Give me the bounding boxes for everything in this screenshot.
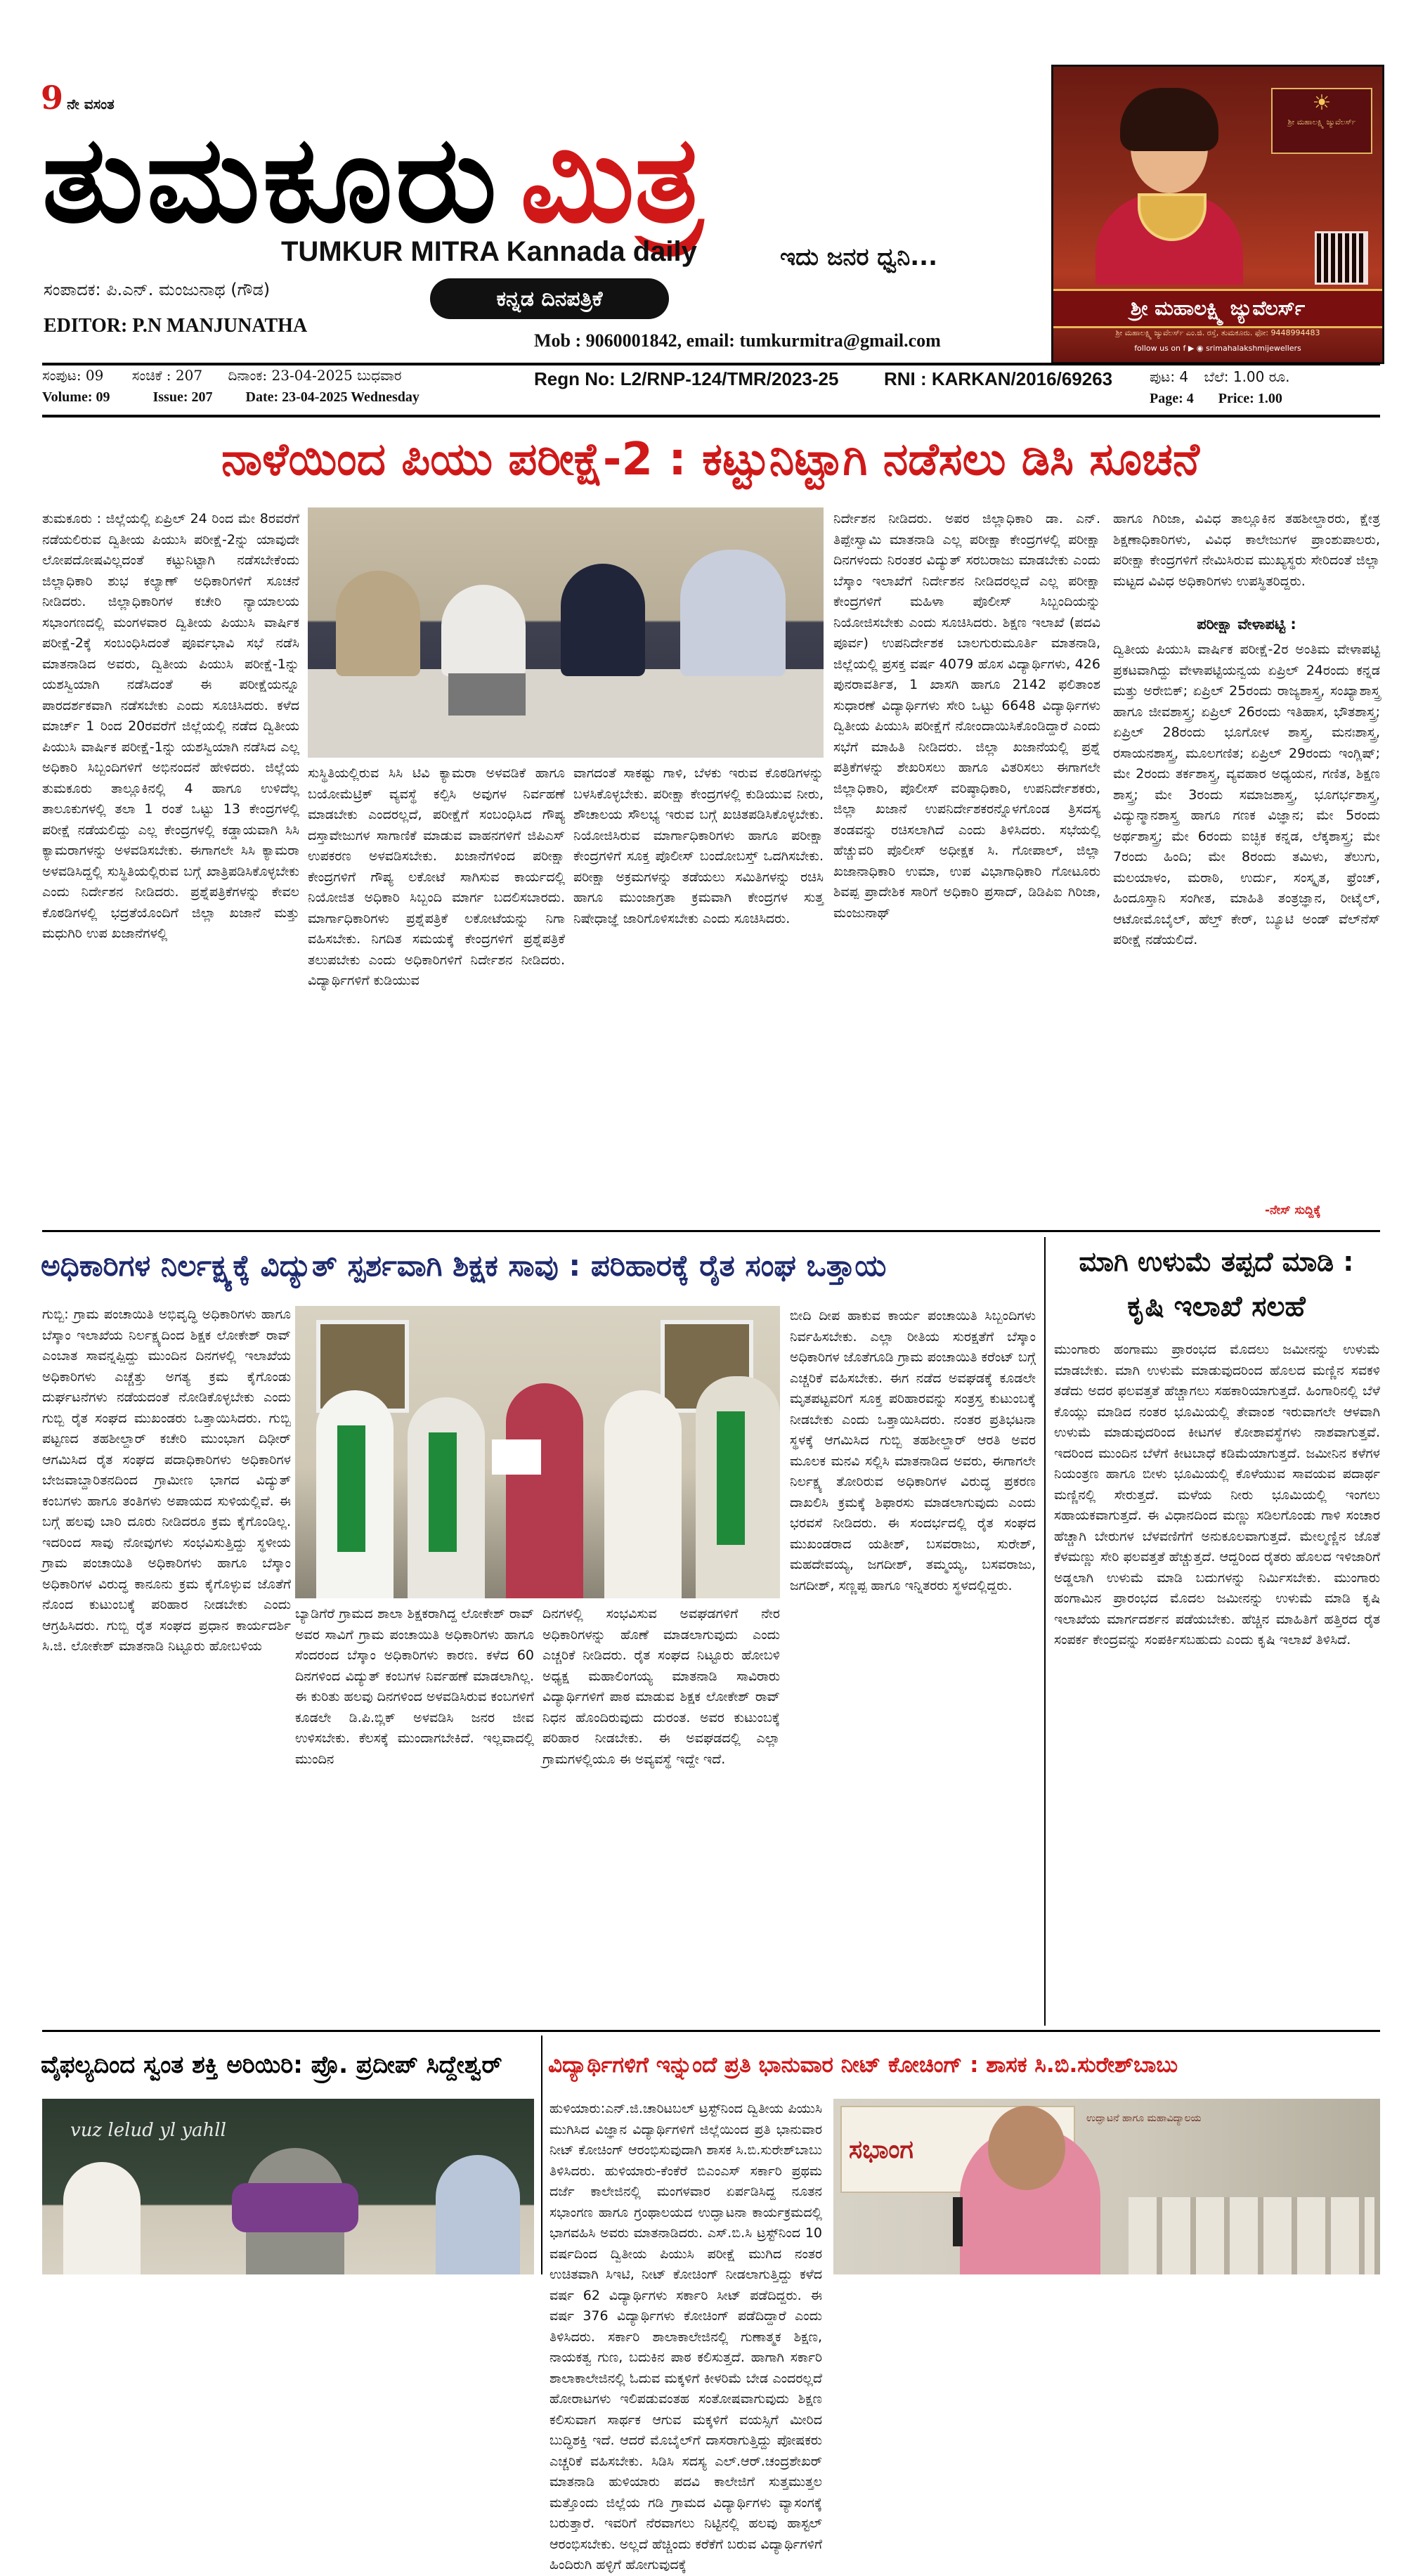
lecturer-woman [63, 2162, 141, 2274]
green-scarf-3 [717, 1411, 745, 1545]
ad-qr-code [1315, 231, 1368, 285]
official-woman [506, 1383, 583, 1598]
guest-man [436, 2155, 520, 2274]
mla-speech-photo [833, 2099, 1380, 2274]
issue-rule-top [42, 363, 1380, 365]
regn-number: Regn No: L2/RNP-124/TMR/2023-25 [534, 368, 839, 389]
contact-line: Mob : 9060001842, email: tumkurmitra@gmail.com [534, 330, 941, 351]
protest-photo [295, 1306, 780, 1598]
meeting-person-2 [441, 585, 526, 676]
ad-social-row[interactable]: follow us on f ▶ ◉ srimahalakshmijewellers [1134, 344, 1301, 353]
meeting-person-1 [336, 571, 420, 676]
memorandum-paper [492, 1439, 541, 1475]
story4-headline[interactable]: ವೈಫಲ್ಯದಿಂದ ಸ್ವಂತ ಶಕ್ತಿ ಅರಿಯಿರಿ: ಪ್ರೊ. ಪ್ರದೀಪ್ ಸಿದ್ದೇಶ್ವರ್ [41, 2051, 502, 2079]
story2-col1: ಗುಬ್ಬಿ: ಗ್ರಾಮ ಪಂಚಾಯಿತಿ ಅಭಿವೃದ್ಧಿ ಅಧಿಕಾರಿಗಳು ಹಾಗೂ ಬೆಸ್ಕಾಂ ಇಲಾಖೆಯ ನಿರ್ಲಕ್ಷ್ಯದಿಂದ ಶಿಕ್ಷಕ ಲೋಕೇಶ್ ರಾವ್ ಎಂಬಾತ ಸಾವನ್ನಪ್ಪಿದ್ದು ಮುಂದಿನ ದಿನಗಳಲ್ಲಿ ಇಲಾಖೆಯ ಅಧಿಕಾರಿಗಳು ಎಚ್ಚೆತ್ತು ಅಗತ್ಯ ಕ್ರಮ ಕೈಗೊಂಡು ದುರ್ಘಟನೆಗಳು ನಡೆಯದಂತೆ ನೋಡಿಕೊಳ್ಳಬೇಕು ಎಂದು ಗುಬ್ಬಿ ರೈತ ಸಂಘದ ಮುಖಂಡರು ಒತ್ತಾಯಿಸಿದರು. ಗುಬ್ಬಿ ಪಟ್ಟಣದ ತಹಶೀಲ್ದಾರ್ ಕಚೇರಿ ಮುಂಭಾಗ ದಿಢೀರ್ ಆಗಮಿಸಿದ ರೈತ ಸಂಘದ ಪದಾಧಿಕಾರಿಗಳು ಅಧಿಕಾರಿಗಳ ಬೇಜವಾಬ್ದಾರಿತನದಿಂದ ಗ್ರಾಮೀಣ ಭಾಗದ ವಿದ್ಯುತ್ ಕಂಬಗಳು ಹಾಗೂ ತಂತಿಗಳು ಅಪಾಯದ ಸುಳಿಯಲ್ಲಿವೆ. ಈ ಬಗ್ಗೆ ಹಲವು ಬಾರಿ ದೂರು ನೀಡಿದರೂ ಕ್ರಮ ಕೈಗೊಂಡಿಲ್ಲ. ಇದರಿಂದ ಸಾವು ನೋವುಗಳು ಸಂಭವಿಸುತ್ತಿದ್ದು ಸ್ಥಳೀಯ ಗ್ರಾಮ ಪಂಚಾಯಿತಿ ಅಧಿಕಾರಿಗಳು ಹಾಗೂ ಬೆಸ್ಕಾಂ ಅಧಿಕಾರಿಗಳ ವಿರುದ್ಧ ಕಾನೂನು ಕ್ರಮ ಕೈಗೊಳ್ಳುವ ಜೊತೆಗೆ ನೊಂದ ಕುಟುಂಬಕ್ಕೆ ಪರಿಹಾರ ನೀಡಬೇಕು ಎಂದು ಆಗ್ರಹಿಸಿದರು. ಗುಬ್ಬಿ ರೈತ ಸಂಘದ ಪ್ರಧಾನ ಕಾರ್ಯದರ್ಶಿ ಸಿ.ಜಿ. ಲೋಕೇಶ್ ಮಾತನಾಡಿ ನಿಟ್ಟೂರು ಹೋಬಳಿಯ [42, 1307, 291, 1654]
story1-col5: ಹಾಗೂ ಗಿರಿಜಾ, ವಿವಿಧ ತಾಲ್ಲೂಕಿನ ತಹಶೀಲ್ದಾರರು, ಕ್ಷೇತ್ರ ಶಿಕ್ಷಣಾಧಿಕಾರಿಗಳು, ವಿವಿಧ ಕಾಲೇಜುಗಳ ಪ್ರಾಂಶುಪಾಲರು, ಪರೀಕ್ಷಾ ಕೇಂದ್ರಗಳಿಗೆ ನೇಮಿಸಿರುವ ಮುಖ್ಯಸ್ಥರು ಸೇರಿದಂತೆ ಜಿಲ್ಲಾ ಮಟ್ಟದ ವಿವಿಧ ಅಧಿಕಾರಿಗಳು ಉಪಸ್ಥಿತರಿದ್ದರು. [1113, 511, 1380, 589]
kn-issue: ಸಂಚಿಕೆ : 207 [131, 367, 203, 384]
meeting-laptop [448, 673, 526, 716]
story1-schedule: ದ್ವಿತೀಯ ಪಿಯುಸಿ ವಾರ್ಷಿಕ ಪರೀಕ್ಷೆ-2ರ ಅಂತಿಮ ವೇಳಾಪಟ್ಟಿ ಪ್ರಕಟವಾಗಿದ್ದು ವೇಳಾಪಟ್ಟಿಯನ್ವಯ ಏಪ್ರಿಲ್ 24ರಂದು ಕನ್ನಡ ಮತ್ತು ಅರೇಬಿಕ್; ಏಪ್ರಿಲ್ 25ರಂದು ರಾಜ್ಯಶಾಸ್ತ್ರ, ಸಂಖ್ಯಾಶಾಸ್ತ್ರ ಹಾಗೂ ಜೀವಶಾಸ್ತ್ರ; ಏಪ್ರಿಲ್ 26ರಂದು ಇತಿಹಾಸ, ಭೌತಶಾಸ್ತ್ರ; ಏಪ್ರಿಲ್ 28ರಂದು ಭೂಗೋಳ ಶಾಸ್ತ್ರ, ಮನಃಶಾಸ್ತ್ರ, ರಸಾಯನಶಾಸ್ತ್ರ, ಮೂಲಗಣಿತ; ಏಪ್ರಿಲ್ 29ರಂದು ಇಂಗ್ಲಿಷ್; ಮೇ 2ರಂದು ತರ್ಕಶಾಸ್ತ್ರ, ವ್ಯವಹಾರ ಅಧ್ಯಯನ, ಗಣಿತ, ಶಿಕ್ಷಣ ಶಾಸ್ತ್ರ; ಮೇ 3ರಂದು ಸಮಾಜಶಾಸ್ತ್ರ, ಭೂಗರ್ಭಶಾಸ್ತ್ರ, ವಿದ್ಯುನ್ಮಾನಶಾಸ್ತ್ರ ಹಾಗೂ ಗಣಕ ವಿಜ್ಞಾನ; ಮೇ 5ರಂದು ಅರ್ಥಶಾಸ್ತ್ರ; ಮೇ 6ರಂದು ಐಚ್ಛಿಕ ಕನ್ನಡ, ಲೆಕ್ಕಶಾಸ್ತ್ರ; ಮೇ 7ರಂದು ಹಿಂದಿ; ಮೇ 8ರಂದು ತಮಿಳು, ತೆಲುಗು, ಮಲಯಾಳಂ, ಮರಾಠಿ, ಉರ್ದು, ಸಂಸ್ಕೃತ, ಫ್ರೆಂಚ್, ಹಿಂದೂಸ್ತಾನಿ ಸಂಗೀತ, ಮಾಹಿತಿ ತಂತ್ರಜ್ಞಾನ, ರೀಟೈಲ್, ಆಟೋಮೊಬೈಲ್, ಹೆಲ್ತ್ ಕೇರ್, ಬ್ಯೂಟಿ ಅಂಡ್ ವೆಲ್‌ನೆಸ್ ಪರೀಕ್ಷೆ ನಡೆಯಲಿದೆ. [1113, 642, 1380, 947]
green-scarf-2 [429, 1432, 457, 1552]
paper-type: ಕನ್ನಡ ದಿನಪತ್ರಿಕೆ [496, 286, 603, 311]
paper-type-badge [430, 278, 669, 319]
banner-text-2: ಉದ್ಘಾಟನೆ ಹಾಗೂ ಮಹಾವಿದ್ಯಾಲಯ [1086, 2113, 1202, 2124]
green-scarf-1 [337, 1425, 365, 1552]
story5-headline[interactable]: ವಿದ್ಯಾರ್ಥಿಗಳಿಗೆ ಇನ್ನುಂದೆ ಪ್ರತಿ ಭಾನುವಾರ ನೀಟ್ ಕೋಚಿಂಗ್ : ಶಾಸಕ ಸಿ.ಬಿ.ಸುರೇಶ್‌ಬಾಬು [548, 2052, 1178, 2078]
audience [1129, 2197, 1374, 2274]
banner-text-1: ಸಭಾಂಗ [849, 2135, 913, 2164]
kn-date: ದಿನಾಂಕ: 23-04-2025 ಬುಧವಾರ [228, 367, 402, 384]
story3-headline-line1[interactable]: ಮಾಗಿ ಉಳುಮೆ ತಪ್ಪದೆ ಮಾಡಿ : [1079, 1246, 1354, 1277]
story3-headline-line2[interactable]: ಕೃಷಿ ಇಲಾಖೆ ಸಲಹೆ [1127, 1290, 1306, 1323]
story1-col3-below: ವಾಗದಂತೆ ಸಾಕಷ್ಟು ಗಾಳಿ, ಬೆಳಕು ಇರುವ ಕೊಠಡಿಗಳನ್ನು ಬಳಸಿಕೊಳ್ಳಬೇಕು. ಪರೀಕ್ಷಾ ಕೇಂದ್ರಗಳಲ್ಲಿ ಕುಡಿಯುವ ನೀರು, ಶೌಚಾಲಯ ಸೌಲಭ್ಯ ಇರುವ ಬಗ್ಗೆ ಖಚಿತಪಡಿಸಿಕೊಳ್ಳಬೇಕು. ನಿಯೋಜಿಸಿರುವ ಮಾರ್ಗಾಧಿಕಾರಿಗಳು ಹಾಗೂ ಪರೀಕ್ಷಾ ಕೇಂದ್ರಗಳಿಗೆ ಸೂಕ್ತ ಪೊಲೀಸ್ ಬಂದೋಬಸ್ತ್ ಒದಗಿಸಬೇಕು. ಪರೀಕ್ಷಾ ಅಕ್ರಮಗಳನ್ನು ತಡೆಯಲು ಸಮಿತಿಗಳನ್ನು ರಚಿಸಿ ಹಾಗೂ ಮುಂಜಾಗ್ರತಾ ಕ್ರಮವಾಗಿ ಕೇಂದ್ರಗಳ ಸುತ್ತ ನಿಷೇಧಾಜ್ಞೆ ಜಾರಿಗೊಳಿಸಬೇಕು ಎಂದು ಸೂಚಿಸಿದರು. [573, 765, 824, 926]
story2-col3-below: ದಿನಗಳಲ್ಲಿ ಸಂಭವಿಸುವ ಅವಘಡಗಳಿಗೆ ನೇರ ಅಧಿಕಾರಿಗಳನ್ನು ಹೊಣೆ ಮಾಡಲಾಗುವುದು ಎಂದು ಎಚ್ಚರಿಕೆ ನೀಡಿದರು. ರೈತ ಸಂಘದ ನಿಟ್ಟೂರು ಹೋಬಳಿ ಅಧ್ಯಕ್ಷ ಮಹಾಲಿಂಗಯ್ಯ ಮಾತನಾಡಿ ಸಾವಿರಾರು ವಿದ್ಯಾರ್ಥಿಗಳಿಗೆ ಪಾಠ ಮಾಡುವ ಶಿಕ್ಷಕ ಲೋಕೇಶ್ ರಾವ್ ನಿಧನ ಹೊಂದಿರುವುದು ದುರಂತ. ಅವರ ಕುಟುಂಬಕ್ಕೆ ಪರಿಹಾರ ನೀಡಬೇಕು. ಈ ಅವಘಡದಲ್ಲಿ ಎಲ್ಲಾ ಗ್ರಾಮಗಳಲ್ಲಿಯೂ ಈ ಅವ್ಯವಸ್ಥೆ ಇದ್ದೇ ಇದೆ. [542, 1606, 780, 1767]
story2-headline[interactable]: ಅಧಿಕಾರಿಗಳ ನಿರ್ಲಕ್ಷ್ಯಕ್ಕೆ ವಿದ್ಯುತ್ ಸ್ಪರ್ಶವಾಗಿ ಶಿಕ್ಷಕ ಸಾವು : ಪರಿಹಾರಕ್ಕೆ ರೈತ ಸಂಘ ಒತ್ತಾಯ [41, 1248, 887, 1283]
kn-price: ಬೆಲೆ: 1.00 ರೂ. [1204, 368, 1290, 385]
ad-banner [1053, 289, 1382, 328]
english-name: TUMKUR MITRA Kannada daily [281, 236, 697, 267]
sun-logo-icon: ☀ [1312, 91, 1332, 115]
edition-suffix: ನೇ ವಸಂತ [67, 96, 115, 112]
column-divider-story5 [541, 2035, 542, 2274]
ad-address: ಶ್ರೀ ಮಹಾಲಕ್ಷ್ಮಿ ಜ್ಯುವೆಲರ್ಸ್ ಎಂ.ಜಿ. ರಸ್ತೆ, ತುಮಕೂರು. ಫೋ: 9448994483 [1115, 328, 1320, 337]
page-price-english [1150, 391, 1282, 407]
en-page: Page: 4 [1150, 391, 1194, 406]
jewellery-ad[interactable] [1051, 65, 1384, 364]
shawl [232, 2183, 358, 2232]
meeting-person-3 [561, 564, 645, 676]
en-date: Date: 23-04-2025 Wednesday [245, 389, 420, 405]
story2-col2-below: ಬ್ಯಾಡಿಗೆರೆ ಗ್ರಾಮದ ಶಾಲಾ ಶಿಕ್ಷಕರಾಗಿದ್ದ ಲೋಕೇಶ್ ರಾವ್ ಅವರ ಸಾವಿಗೆ ಗ್ರಾಮ ಪಂಚಾಯಿತಿ ಅಧಿಕಾರಿಗಳು ಹಾಗೂ ಸೆಂದರಂದ ಬೆಸ್ಕಾಂ ಅಧಿಕಾರಿಗಳು ಕಾರಣ. ಕಳೆದ 60 ದಿನಗಳಿಂದ ವಿದ್ಯುತ್ ಕಂಬಗಳ ನಿರ್ವಹಣೆ ಮಾಡಲಾಗಿಲ್ಲ. ಈ ಕುರಿತು ಹಲವು ದಿನಗಳಿಂದ ಅಳವಡಿಸಿರುವ ಕಂಬಗಳಿಗೆ ಕೂಡಲೇ ಡಿ.ಪಿ.ಬ್ಲಿಕ್ ಅಳವಡಿಸಿ ಜನರ ಜೀವ ಉಳಿಸಬೇಕು. ಕೆಲಸಕ್ಕೆ ಮುಂದಾಗಬೇಕಿದೆ. ಇಲ್ಲವಾದಲ್ಲಿ ಮುಂದಿನ [295, 1606, 534, 1767]
story1-col2-below: ಸುಸ್ಥಿತಿಯಲ್ಲಿರುವ ಸಿಸಿ ಟಿವಿ ಕ್ಯಾಮರಾ ಅಳವಡಿಕೆ ಹಾಗೂ ಬಯೋಮೆಟ್ರಿಕ್ ವ್ಯವಸ್ಥೆ ಕಲ್ಪಿಸಿ ಅವುಗಳ ನಿರ್ವಹಣೆ ಮಾಡಬೇಕು ಎಂದರಲ್ಲದೆ, ಪರೀಕ್ಷೆಗೆ ಸಂಬಂಧಿಸಿದ ಗೌಪ್ಯ ದಸ್ತಾವೇಜುಗಳ ಸಾಗಾಣಿಕೆ ಮಾಡುವ ವಾಹನಗಳಿಗೆ ಜಿಪಿಎಸ್ ಉಪಕರಣ ಅಳವಡಿಸಬೇಕು. ಖಜಾನೆಗಳಿಂದ ಪರೀಕ್ಷಾ ಕೇಂದ್ರಗಳಿಗೆ ಗೌಪ್ಯ ಲಕೋಟೆ ಸಾಗಿಸುವ ಕಾರ್ಯದಲ್ಲಿ ನಿಯೋಜಿತ ಅಧಿಕಾರಿ ಸಿಬ್ಬಂದಿ ಮಾರ್ಗ ಬದಲಿಸಬಾರದು. ಮಾರ್ಗಾಧಿಕಾರಿಗಳು ಪ್ರಶ್ನೆಪತ್ರಿಕೆ ಲಕೋಟೆಯನ್ನು ನಿಗಾ ವಹಿಸಬೇಕು. ನಿಗದಿತ ಸಮಯಕ್ಕೆ ಕೇಂದ್ರಗಳಿಗೆ ಪ್ರಶ್ನೆಪತ್ರಿಕೆ ತಲುಪಬೇಕು ಎಂದು ಅಧಿಕಾರಿಗಳಿಗೆ ನಿರ್ದೇಶನ ನೀಡಿದರು. ವಿದ್ಯಾರ್ಥಿಗಳಿಗೆ ಕುಡಿಯುವ [308, 765, 565, 988]
classroom-photo [42, 2099, 534, 2274]
story2-col4: ಬೀದಿ ದೀಪ ಹಾಕುವ ಕಾರ್ಯ ಪಂಚಾಯಿತಿ ಸಿಬ್ಬಂದಿಗಳು ನಿರ್ವಹಿಸಬೇಕು. ಎಲ್ಲಾ ರೀತಿಯ ಸುರಕ್ಷತೆಗೆ ಬೆಸ್ಕಾಂ ಅಧಿಕಾರಿಗಳ ಜೊತೆಗೂಡಿ ಗ್ರಾಮ ಪಂಚಾಯಿತಿ ಕರೆಂಟ್ ಬಗ್ಗೆ ಎಚ್ಚರಿಕೆ ವಹಿಸಬೇಕು. ಈಗ ನಡೆದ ಅವಘಡಕ್ಕೆ ಕೂಡಲೇ ಮೃತಪಟ್ಟವರಿಗೆ ಸೂಕ್ತ ಪರಿಹಾರವನ್ನು ಸಂತ್ರಸ್ತ ಕುಟುಂಬಕ್ಕೆ ನೀಡಬೇಕು ಎಂದು ಒತ್ತಾಯಿಸಿದರು. ನಂತರ ಪ್ರತಿಭಟನಾ ಸ್ಥಳಕ್ಕೆ ಆಗಮಿಸಿದ ಗುಬ್ಬಿ ತಹಶೀಲ್ದಾರ್ ಆರತಿ ಅವರ ಮೂಲಕ ಮನವಿ ಸಲ್ಲಿಸಿ ಮಾತನಾಡಿದ ಅವರು, ಈಗಾಗಲೇ ನಿರ್ಲಕ್ಷ್ಯ ತೋರಿರುವ ಅಧಿಕಾರಿಗಳ ವಿರುದ್ಧ ಪ್ರಕರಣ ದಾಖಲಿಸಿ ಕ್ರಮಕ್ಕೆ ಶಿಫಾರಸು ಮಾಡಲಾಗುವುದು ಎಂದು ಭರವಸೆ ನೀಡಿದರು. ಈ ಸಂದರ್ಭದಲ್ಲಿ ರೈತ ಸಂಘದ ಮುಖಂಡರಾದ ಯತೀಶ್, ಬಸವರಾಜು, ಸುರೇಶ್, ಮಹದೇವಯ್ಯ, ಜಗದೀಶ್, ತಮ್ಮಯ್ಯ, ಬಸವರಾಜು, ಜಗದೀಶ್, ಸಣ್ಣಪ್ಪ ಹಾಗೂ ಇನ್ನಿತರರು ಸ್ಥಳದಲ್ಲಿದ್ದರು. [790, 1308, 1036, 1593]
kn-page: ಪುಟ: 4 [1150, 368, 1189, 385]
ad-model-figure [1081, 81, 1257, 285]
issue-info-kannada [42, 367, 401, 384]
story1-col4: ನಿರ್ದೇಶನ ನೀಡಿದರು. ಅಪರ ಜಿಲ್ಲಾಧಿಕಾರಿ ಡಾ. ಎನ್. ತಿಪ್ಪೇಸ್ವಾಮಿ ಮಾತನಾಡಿ ಎಲ್ಲ ಪರೀಕ್ಷಾ ಕೇಂದ್ರಗಳಲ್ಲಿ ಪರೀಕ್ಷಾ ದಿನಗಳಂದು ನಿರಂತರ ವಿದ್ಯುತ್ ಸರಬರಾಜು ಮಾಡಬೇಕು ಎಂದು ಬೆಸ್ಕಾಂ ಇಲಾಖೆಗೆ ನಿರ್ದೇಶನ ನೀಡಿದರಲ್ಲದೆ ಎಲ್ಲ ಪರೀಕ್ಷಾ ಕೇಂದ್ರಗಳಿಗೆ ಮಹಿಳಾ ಪೊಲೀಸ್ ಸಿಬ್ಬಂದಿಯನ್ನು ನಿಯೋಜಿಸಬೇಕು ಎಂದು ಸೂಚಿಸಿದರು. ಶಿಕ್ಷಣ ಇಲಾಖೆ (ಪದವಿ ಪೂರ್ವ) ಉಪನಿರ್ದೇಶಕ ಬಾಲಗುರುಮೂರ್ತಿ ಮಾತನಾಡಿ, ಜಿಲ್ಲೆಯಲ್ಲಿ ಪ್ರಸಕ್ತ ವರ್ಷ 4079 ಹೊಸ ವಿದ್ಯಾರ್ಥಿಗಳು, 426 ಪುನರಾವರ್ತಿತ, 1 ಖಾಸಗಿ ಹಾಗೂ 2142 ಫಲಿತಾಂಶ ಸುಧಾರಣೆ ವಿದ್ಯಾರ್ಥಿಗಳು ಸೇರಿ ಒಟ್ಟು 6648 ವಿದ್ಯಾರ್ಥಿಗಳು ದ್ವಿತೀಯ ಪಿಯುಸಿ ಪರೀಕ್ಷೆಗೆ ನೋಂದಾಯಿಸಿಕೊಂಡಿದ್ದಾರೆ ಎಂದು ಸಭೆಗೆ ಮಾಹಿತಿ ನೀಡಿದರು. ಜಿಲ್ಲಾ ಖಜಾನೆಯಲ್ಲಿ ಪ್ರಶ್ನೆ ಪತ್ರಿಕೆಗಳನ್ನು ಶೇಖರಿಸಲು ಹಾಗೂ ವಿತರಿಸಲು ಈಗಾಗಲೇ ಜಿಲ್ಲಾಧಿಕಾರಿ, ಪೊಲೀಸ್ ವರಿಷ್ಠಾಧಿಕಾರಿ, ಉಪನಿರ್ದೇಶಕರು, ಜಿಲ್ಲಾ ಖಜಾನೆ ಉಪನಿರ್ದೇಶಕರನ್ನೊಳಗೊಂಡ ತ್ರಿಸದಸ್ಯ ತಂಡವನ್ನು ರಚಿಸಲಾಗಿದೆ ಎಂದು ತಿಳಿಸಿದರು. ಸಭೆಯಲ್ಲಿ ಹೆಚ್ಚುವರಿ ಪೊಲೀಸ್ ಅಧೀಕ್ಷಕ ಸಿ. ಗೋಪಾಲ್, ಜಿಲ್ಲಾ ಖಜಾನಾಧಿಕಾರಿ ಉಮಾ, ಉಪ ವಿಭಾಗಾಧಿಕಾರಿ ಗೋಟೂರು ಶಿವಪ್ಪ ಪ್ರಾದೇಶಿಕ ಸಾರಿಗೆ ಅಧಿಕಾರಿ ಪ್ರಸಾದ್, ಡಿಡಿಪಿಐ ಗಿರಿಜಾ, ಮಂಜುನಾಥ್ [833, 511, 1100, 921]
edition-number: 9 [41, 79, 64, 117]
issue-info-english [42, 389, 420, 406]
masthead-title [42, 105, 1026, 253]
story3-body: ಮುಂಗಾರು ಹಂಗಾಮು ಪ್ರಾರಂಭದ ಮೊದಲು ಜಮೀನನ್ನು ಉಳುಮೆ ಮಾಡಬೇಕು. ಮಾಗಿ ಉಳುಮೆ ಮಾಡುವುದರಿಂದ ಹೊಲದ ಮಣ್ಣಿನ ಸವಕಳಿ ತಡೆದು ಅದರ ಫಲವತ್ತತೆ ಹೆಚ್ಚಾಗಲು ಸಹಕಾರಿಯಾಗುತ್ತದೆ. ಹಿಂಗಾರಿನಲ್ಲಿ ಬೆಳೆ ಕೊಯ್ಲು ಮಾಡಿದ ನಂತರ ಭೂಮಿಯಲ್ಲಿ ತೇವಾಂಶ ಇರುವಾಗಲೇ ಆಳವಾಗಿ ಉಳುಮೆ ಮಾಡುವುದರಿಂದ ಕೀಟಗಳ ಕೋಶಾವಸ್ಥೆಗಳು ನಾಶವಾಗುತ್ತವೆ. ಇದರಿಂದ ಮುಂದಿನ ಬೆಳೆಗೆ ಕೀಟಬಾಧೆ ಕಡಿಮೆಯಾಗುತ್ತದೆ. ಜಮೀನಿನ ಕಳೆಗಳ ನಿಯಂತ್ರಣ ಹಾಗೂ ಬೀಳು ಭೂಮಿಯಲ್ಲಿ ಕೊಳೆಯುವ ಸಾವಯವ ಪದಾರ್ಥ ಮಣ್ಣಿನಲ್ಲಿ ಸೇರುತ್ತದೆ. ಮಳೆಯ ನೀರು ಭೂಮಿಯಲ್ಲಿ ಇಂಗಲು ಸಹಾಯಕವಾಗುತ್ತದೆ. ಈ ವಿಧಾನದಿಂದ ಮಣ್ಣು ಸಡಿಲಗೊಂಡು ಗಾಳಿ ಸಂಚಾರ ಹೆಚ್ಚಾಗಿ ಬೇರುಗಳ ಬೆಳವಣಿಗೆಗೆ ಅನುಕೂಲವಾಗುತ್ತದೆ. ಮೇಲ್ಮಣ್ಣಿನ ಜೊತೆ ಕೆಳಮಣ್ಣು ಸೇರಿ ಫಲವತ್ತತೆ ಹೆಚ್ಚುತ್ತದೆ. ಆದ್ದರಿಂದ ರೈತರು ಹೊಲದ ಇಳಿಜಾರಿಗೆ ಅಡ್ಡಲಾಗಿ ಉಳುಮೆ ಮಾಡಿ ಬದುಗಳನ್ನು ನಿರ್ಮಿಸಬೇಕು. ಮುಂಗಾರು ಹಂಗಾಮಿನ ಪ್ರಾರಂಭದ ಮೊದಲ ಜಮೀನನ್ನು ಉಳುಮೆ ಮಾಡಿ ಕೃಷಿ ಇಲಾಖೆಯ ಮಾರ್ಗದರ್ಶನ ಪಡೆಯಬೇಕು. ಹೆಚ್ಚಿನ ಮಾಹಿತಿಗೆ ಹತ್ತಿರದ ರೈತ ಸಂಪರ್ಕ ಕೇಂದ್ರವನ್ನು ಸಂಪರ್ಕಿಸಬಹುದು ಎಂದು ಕೃಷಿ ಇಲಾಖೆ ತಿಳಿಸಿದೆ. [1054, 1342, 1380, 1648]
title-tumakuru: ತುಮಕೂರು [42, 109, 500, 250]
speaker-head [988, 2106, 1065, 2190]
schedule-title: ಪರೀಕ್ಷಾ ವೇಳಾಪಟ್ಟಿ : [1197, 616, 1296, 633]
en-issue: Issue: 207 [152, 389, 213, 405]
ad-brand-top: ಶ್ರೀ ಮಹಾಲಕ್ಷ್ಮಿ ಜ್ಯುವೆಲರ್ಸ್ [1287, 117, 1356, 127]
meeting-photo [308, 507, 824, 758]
en-volume: Volume: 09 [42, 389, 110, 405]
story2-rule [42, 2030, 1380, 2032]
editor-kannada: ಸಂಪಾದಕ: ಪಿ.ಎನ್. ಮಂಜುನಾಥ (ಗೌಡ) [44, 280, 271, 299]
tagline: ಇದು ಜನರ ಧ್ವನಿ... [780, 243, 937, 271]
story1-rule [42, 1230, 1380, 1232]
meeting-person-4 [680, 550, 786, 676]
issue-rule-bottom [42, 415, 1380, 418]
title-mitra: ಮಿತ್ರ [520, 109, 703, 250]
classroom-board-text: vuz lelud yl yahll [70, 2120, 226, 2141]
story1-headline[interactable]: ನಾಳೆಯಿಂದ ಪಿಯು ಪರೀಕ್ಷೆ-2 : ಕಟ್ಟುನಿಟ್ಟಾಗಿ ನಡೆಸಲು ಡಿಸಿ ಸೂಚನೆ [221, 434, 1199, 486]
microphone-icon [953, 2197, 963, 2246]
story1-col1: ತುಮಕೂರು : ಜಿಲ್ಲೆಯಲ್ಲಿ ಏಪ್ರಿಲ್ 24 ರಿಂದ ಮೇ 8ರವರೆಗೆ ನಡೆಯಲಿರುವ ದ್ವಿತೀಯ ಪಿಯುಸಿ ಪರೀಕ್ಷೆ-2ನ್ನು ಯಾವುದೇ ಲೋಪದೋಷವಿಲ್ಲದಂತೆ ಕಟ್ಟುನಿಟ್ಟಾಗಿ ನಡೆಸಬೇಕೆಂದು ಜಿಲ್ಲಾಧಿಕಾರಿ ಶುಭ ಕಲ್ಯಾಣ್ ಅಧಿಕಾರಿಗಳಿಗೆ ಸೂಚನೆ ನೀಡಿದರು. ಜಿಲ್ಲಾಧಿಕಾರಿಗಳ ಕಚೇರಿ ನ್ಯಾಯಾಲಯ ಸಭಾಂಗಣದಲ್ಲಿ ಮಂಗಳವಾರ ದ್ವಿತೀಯ ಪಿಯುಸಿ ವಾರ್ಷಿಕ ಪರೀಕ್ಷೆ-2ಕ್ಕೆ ಸಂಬಂಧಿಸಿದಂತೆ ಪೂರ್ವಭಾವಿ ಸಭೆ ನಡೆಸಿ ಮಾತನಾಡಿದ ಅವರು, ದ್ವಿತೀಯ ಪಿಯುಸಿ ಪರೀಕ್ಷೆ-1ನ್ನು ಯಶಸ್ವಿಯಾಗಿ ನಡೆಸಿದಂತೆ ಈ ಪರೀಕ್ಷೆಯನ್ನೂ ಪಾರದರ್ಶಕವಾಗಿ ನಡೆಸಬೇಕು ಎಂದು ಸೂಚಿಸಿದರು. ಕಳೆದ ಮಾರ್ಚ್ 1 ರಿಂದ 20ರವರೆಗೆ ಜಿಲ್ಲೆಯಲ್ಲಿ ನಡೆದ ದ್ವಿತೀಯ ಪಿಯುಸಿ ವಾರ್ಷಿಕ ಪರೀಕ್ಷೆ-1ನ್ನು ಯಶಸ್ವಿಯಾಗಿ ನಡೆಸಿದ ಎಲ್ಲ ಅಧಿಕಾರಿ ಸಿಬ್ಬಂದಿಗಳಿಗೆ ಅಭಿನಂದನೆ ಹೇಳಿದರು. ಜಿಲ್ಲೆಯ ತುಮಕೂರು ತಾಲ್ಲೂಕಿನಲ್ಲಿ 4 ಹಾಗೂ ಉಳಿದೆಲ್ಲ ತಾಲೂಕುಗಳಲ್ಲಿ ತಲಾ 1 ರಂತೆ ಒಟ್ಟು 13 ಕೇಂದ್ರಗಳಲ್ಲಿ ಪರೀಕ್ಷೆ ನಡೆಯಲಿದ್ದು ಎಲ್ಲ ಕೇಂದ್ರಗಳಲ್ಲಿ ಕಡ್ಡಾಯವಾಗಿ ಸಿಸಿ ಕ್ಯಾಮರಾಗಳನ್ನು ಅಳವಡಿಸಬೇಕು. ಈಗಾಗಲೇ ಸಿಸಿ ಕ್ಯಾಮರಾ ಅಳವಡಿಸಿದ್ದಲ್ಲಿ ಸುಸ್ಥಿತಿಯಲ್ಲಿರುವ ಬಗ್ಗೆ ಖಾತ್ರಿಪಡಿಸಿಕೊಳ್ಳಬೇಕು ಎಂದು ನಿರ್ದೇಶನ ನೀಡಿದರು. ಪ್ರಶ್ನೆಪತ್ರಿಕೆಗಳನ್ನು ಕೇವಲ ಕೊಠಡಿಗಳಲ್ಲಿ ಭದ್ರತೆಯೊಂದಿಗೆ ಜಿಲ್ಲಾ ಖಜಾನೆ ಮತ್ತು ಮಧುಗಿರಿ ಉಪ ಖಜಾನೆಗಳಲ್ಲಿ [42, 511, 299, 941]
story5-col1: ಹುಳಿಯಾರು:ಎನ್.ಜಿ.ಚಾರಿಟಬಲ್ ಟ್ರಸ್ಟ್‌ನಿಂದ ದ್ವಿತೀಯ ಪಿಯುಸಿ ಮುಗಿಸಿದ ವಿಜ್ಞಾನ ವಿದ್ಯಾರ್ಥಿಗಳಿಗೆ ಜಿಲ್ಲೆಯಿಂದ ಪ್ರತಿ ಭಾನುವಾರ ನೀಟ್ ಕೋಚಿಂಗ್ ಆರಂಭಿಸುವುದಾಗಿ ಶಾಸಕ ಸಿ.ಬಿ.ಸುರೇಶ್‌ಬಾಬು ತಿಳಿಸಿದರು. ಹುಳಿಯಾರು-ಕೆಂಕೆರೆ ಬಿಎಂಎಸ್ ಸರ್ಕಾರಿ ಪ್ರಥಮ ದರ್ಜೆ ಕಾಲೇಜಿನಲ್ಲಿ ಮಂಗಳವಾರ ಏರ್ಪಡಿಸಿದ್ದ ನೂತನ ಸಭಾಂಗಣ ಹಾಗೂ ಗ್ರಂಥಾಲಯದ ಉದ್ಘಾಟನಾ ಕಾರ್ಯಕ್ರಮದಲ್ಲಿ ಭಾಗವಹಿಸಿ ಅವರು ಮಾತನಾಡಿದರು. ಎಸ್.ಬಿ.ಸಿ ಟ್ರಸ್ಟ್‌ನಿಂದ 10 ವರ್ಷದಿಂದ ದ್ವಿತೀಯ ಪಿಯುಸಿ ಪರೀಕ್ಷೆ ಮುಗಿದ ನಂತರ ಉಚಿತವಾಗಿ ಸಿಇಟಿ, ನೀಟ್ ಕೋಚಿಂಗ್ ನೀಡಲಾಗುತ್ತಿದ್ದು ಕಳೆದ ವರ್ಷ 62 ವಿದ್ಯಾರ್ಥಿಗಳು ಸರ್ಕಾರಿ ಸೀಟ್ ಪಡೆದಿದ್ದರು. ಈ ವರ್ಷ 376 ವಿದ್ಯಾರ್ಥಿಗಳು ಕೋಚಿಂಗ್ ಪಡೆದಿದ್ದಾರೆ ಎಂದು ತಿಳಿಸಿದರು. ಸರ್ಕಾರಿ ಶಾಲಾಕಾಲೇಜಿನಲ್ಲಿ ಗುಣಾತ್ಮಕ ಶಿಕ್ಷಣ, ನಾಯಕತ್ವ ಗುಣ, ಬದುಕಿನ ಪಾಠ ಕಲಿಸುತ್ತದೆ. ಹಾಗಾಗಿ ಸರ್ಕಾರಿ ಶಾಲಾಕಾಲೇಜಿನಲ್ಲಿ ಓದುವ ಮಕ್ಕಳಿಗೆ ಕೀಳರಿಮೆ ಬೇಡ ಎಂದರಲ್ಲದೆ ಹೋರಾಟಗಳು ಇಲಿಪಡುವಂತಹ ಸಂತೋಷವಾಗುವುದು ಶಿಕ್ಷಣ ಕಲಿಸುವಾಗ ಸಾರ್ಥಕ ಆಗುವ ಮಕ್ಕಳಿಗೆ ವಯಸ್ಸಿಗೆ ಮೀರಿದ ಬುದ್ಧಿಶಕ್ತಿ ಇದೆ. ಆದರೆ ಮೊಬೈಲ್‌ಗೆ ದಾಸರಾಗುತ್ತಿದ್ದು ಪೋಷಕರು ಎಚ್ಚರಿಕೆ ವಹಿಸಬೇಕು. ಸಿಡಿಸಿ ಸದಸ್ಯ ಎಲ್.ಆರ್.ಚಂದ್ರಶೇಖರ್ ಮಾತನಾಡಿ ಹುಳಿಯಾರು ಪದವಿ ಕಾಲೇಜಿಗೆ ಸುತ್ತಮುತ್ತಲ ಮತ್ತೊಂದು ಜಿಲ್ಲೆಯ ಗಡಿ ಗ್ರಾಮದ ವಿದ್ಯಾರ್ಥಿಗಳು ವ್ಯಾಸಂಗಕ್ಕೆ ಬರುತ್ತಾರೆ. ಇವರಿಗೆ ನೆರವಾಗಲು ನಿಟ್ಟಿನಲ್ಲಿ ಹಲವು ಹಾಸ್ಟಲ್ ಆರಂಭಿಸಬೇಕು. ಅಲ್ಲದೆ ಹೆಚ್ಚಿಂದು ಕರೆಕೆಗೆ ಬರುವ ವಿದ್ಯಾರ್ಥಿಗಳಿಗೆ ಹಿಂದಿರುಗಿ ಹಳ್ಳಿಗೆ ಹೋಗುವುದಕ್ಕೆ [550, 2101, 822, 2572]
column-divider-story3 [1044, 1237, 1046, 2026]
ad-logo-box [1271, 88, 1372, 154]
protester-3 [604, 1390, 682, 1598]
en-price: Price: 1.00 [1218, 391, 1282, 406]
rni-number: RNI : KARKAN/2016/69263 [884, 368, 1113, 389]
ad-brand-name: ಶ್ರೀ ಮಹಾಲಕ್ಷ್ಮಿ ಜ್ಯುವೆಲರ್ಸ್ [1130, 297, 1306, 320]
page-price-kannada [1150, 368, 1289, 385]
editor-english: EDITOR: P.N MANJUNATHA [44, 315, 308, 337]
meeting-table [308, 669, 824, 758]
continued-note: -ನೇಸ್ ಸುದ್ದಿಕ್ಕೆ [1265, 1203, 1321, 1217]
kn-volume: ಸಂಪುಟ: 09 [42, 367, 104, 384]
